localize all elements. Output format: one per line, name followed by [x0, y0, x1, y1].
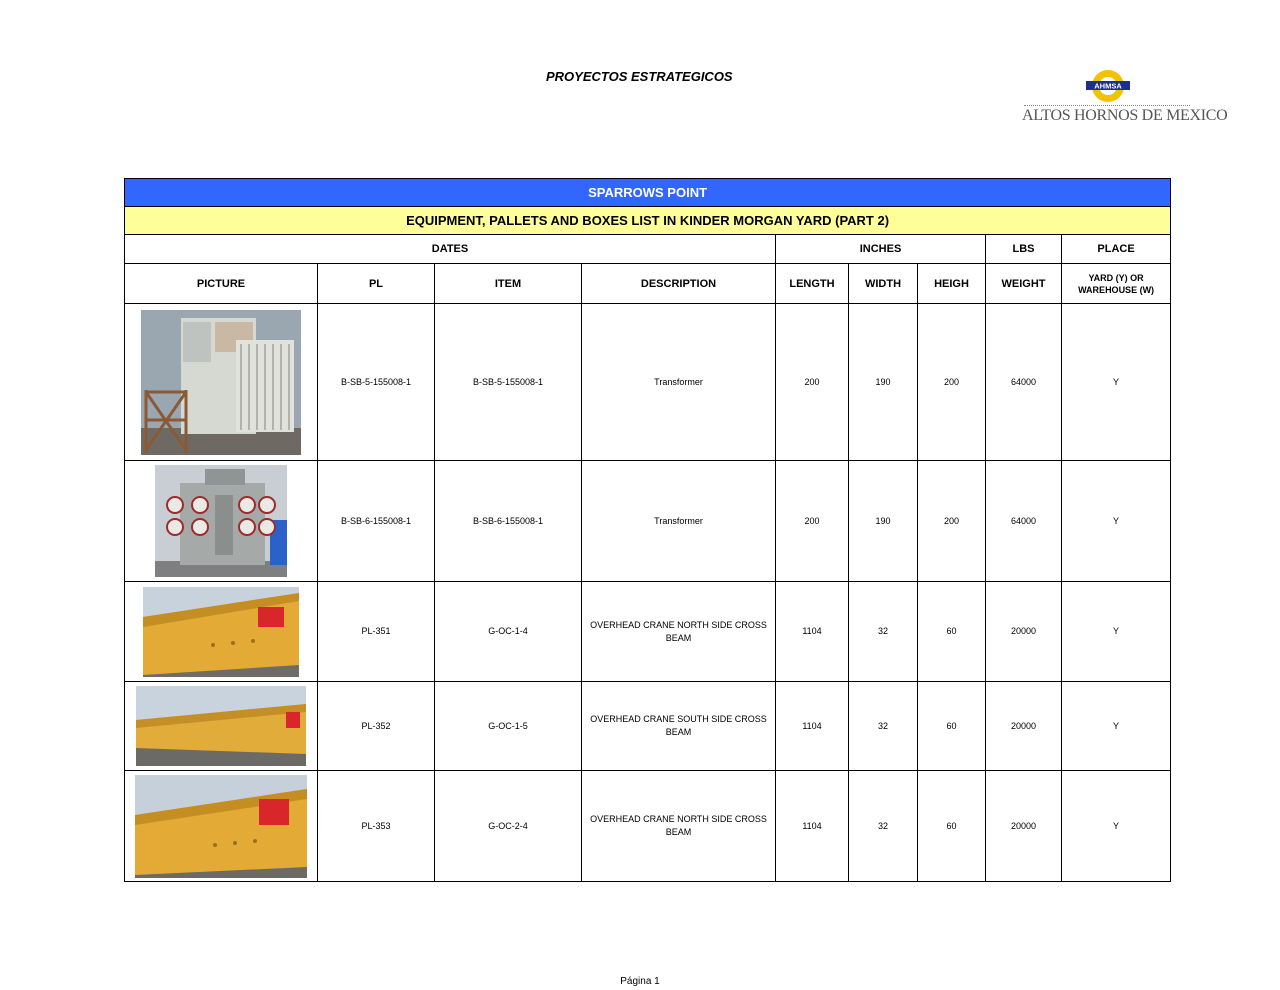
pl-cell: PL-353	[318, 771, 435, 882]
column-header-height: HEIGH	[918, 264, 986, 304]
place-cell: Y	[1062, 771, 1171, 882]
document-title: PROYECTOS ESTRATEGICOS	[546, 69, 733, 84]
picture-cell	[125, 682, 318, 771]
column-header-weight: WEIGHT	[986, 264, 1062, 304]
pl-cell: PL-352	[318, 682, 435, 771]
length-cell: 1104	[776, 771, 849, 882]
item-cell: B-SB-5-155008-1	[435, 304, 582, 461]
height-cell: 200	[918, 461, 986, 582]
page-number: Página 1	[620, 976, 660, 987]
pl-cell: PL-351	[318, 582, 435, 682]
picture-cell	[125, 582, 318, 682]
place-cell: Y	[1062, 304, 1171, 461]
place-cell: Y	[1062, 461, 1171, 582]
weight-cell: 20000	[986, 582, 1062, 682]
height-cell: 60	[918, 771, 986, 882]
width-cell: 190	[849, 304, 918, 461]
height-cell: 60	[918, 682, 986, 771]
column-header-picture: PICTURE	[125, 264, 318, 304]
length-cell: 200	[776, 304, 849, 461]
picture-cell	[125, 771, 318, 882]
column-header-item: ITEM	[435, 264, 582, 304]
table-row	[125, 461, 1171, 582]
transformer-photo	[141, 310, 301, 455]
item-cell: G-OC-1-4	[435, 582, 582, 682]
description-cell: OVERHEAD CRANE NORTH SIDE CROSS BEAM	[582, 582, 776, 682]
table-row	[125, 582, 1171, 682]
picture-cell	[125, 304, 318, 461]
table-banner: SPARROWS POINT	[125, 179, 1171, 207]
height-cell: 60	[918, 582, 986, 682]
length-cell: 1104	[776, 582, 849, 682]
group-header-lbs: LBS	[986, 235, 1062, 264]
item-cell: B-SB-6-155008-1	[435, 461, 582, 582]
length-cell: 200	[776, 461, 849, 582]
column-header-pl: PL	[318, 264, 435, 304]
ahmsa-emblem-icon	[1022, 67, 1192, 107]
group-header-place: PLACE	[1062, 235, 1171, 264]
weight-cell: 20000	[986, 682, 1062, 771]
logo-company-name: ALTOS HORNOS DE MEXICO	[1022, 107, 1228, 124]
group-header-inches: INCHES	[776, 235, 986, 264]
width-cell: 32	[849, 682, 918, 771]
item-cell: G-OC-1-5	[435, 682, 582, 771]
column-header-description: DESCRIPTION	[582, 264, 776, 304]
width-cell: 32	[849, 582, 918, 682]
place-cell: Y	[1062, 582, 1171, 682]
table-row	[125, 304, 1171, 461]
column-header-width: WIDTH	[849, 264, 918, 304]
equipment-table	[124, 178, 1171, 882]
pl-cell: B-SB-6-155008-1	[318, 461, 435, 582]
weight-cell: 64000	[986, 461, 1062, 582]
logo-divider	[1024, 105, 1190, 106]
group-header-dates: DATES	[125, 235, 776, 264]
weight-cell: 20000	[986, 771, 1062, 882]
description-cell: OVERHEAD CRANE SOUTH SIDE CROSS BEAM	[582, 682, 776, 771]
transformer-photo	[155, 465, 287, 577]
pl-cell: B-SB-5-155008-1	[318, 304, 435, 461]
company-logo	[1022, 67, 1228, 129]
height-cell: 200	[918, 304, 986, 461]
picture-cell	[125, 461, 318, 582]
description-cell: Transformer	[582, 461, 776, 582]
length-cell: 1104	[776, 682, 849, 771]
crane-beam-photo	[136, 686, 306, 766]
description-cell: OVERHEAD CRANE NORTH SIDE CROSS BEAM	[582, 771, 776, 882]
table-row	[125, 682, 1171, 771]
table-subtitle: EQUIPMENT, PALLETS AND BOXES LIST IN KINDER MORGAN YARD (PART 2)	[125, 207, 1171, 235]
column-header-place: YARD (Y) OR WAREHOUSE (W)	[1062, 264, 1171, 304]
table-row	[125, 771, 1171, 882]
weight-cell: 64000	[986, 304, 1062, 461]
place-cell: Y	[1062, 682, 1171, 771]
column-header-length: LENGTH	[776, 264, 849, 304]
description-cell: Transformer	[582, 304, 776, 461]
width-cell: 32	[849, 771, 918, 882]
crane-beam-photo	[143, 587, 299, 677]
width-cell: 190	[849, 461, 918, 582]
logo-badge-text: AHMSA	[1094, 81, 1122, 91]
crane-beam-photo	[135, 775, 307, 878]
item-cell: G-OC-2-4	[435, 771, 582, 882]
